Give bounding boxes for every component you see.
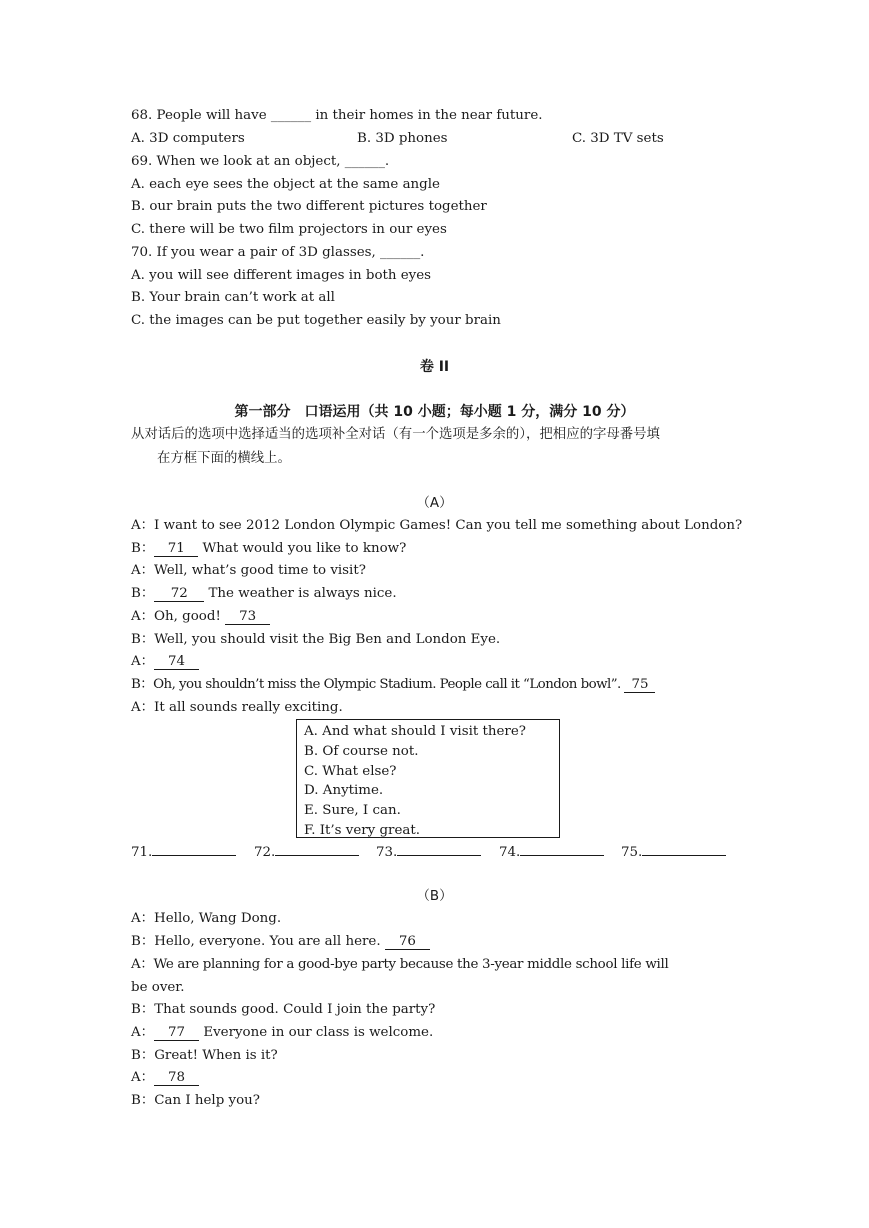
dialog-a-line3: A：Well, what’s good time to visit? [131,563,366,578]
option-c: C. What else? [304,763,397,779]
section-a-label: （A） [416,496,453,511]
answer-number: 72. [254,845,276,860]
dialog-b-line4: B：That sounds good. Could I join the party? [131,1002,436,1017]
dialog-a-line2 [131,540,406,558]
line-text: Everyone in our class is welcome. [199,1025,434,1040]
answer-75 [621,842,726,862]
dialog-b-line6: B：Great! When is it? [131,1048,278,1063]
speaker: B： [131,586,155,601]
q68-stem: 68. People will have ______ in their homes in the near future. [131,108,543,123]
dialog-b-line3: A：We are planning for a good-bye party because the 3-year middle school life will [131,957,669,972]
q70-option-c: C. the images can be put together easily by your brain [131,313,501,328]
q70-option-a: A. you will see different images in both eyes [131,268,432,283]
dialog-a-line6: B：Well, you should visit the Big Ben and London Eye. [131,632,501,647]
line-text: B：Hello, everyone. You are all here. [131,934,385,949]
dialog-b-line5 [131,1024,433,1042]
option-e: E. Sure, I can. [304,803,401,819]
option-f: F. It’s very great. [304,822,421,838]
option-b: B. Of course not. [304,743,419,759]
option-a: A. And what should I visit there? [304,724,526,739]
q68-option-c: C. 3D TV sets [572,131,664,146]
blank-71[interactable]: 71 [154,541,198,557]
part1-instruction-line1: 从对话后的选项中选择适当的选项补全对话（有一个选项是多余的），把相应的字母番号填 [131,427,660,442]
options-box [296,719,560,838]
dialog-b-line8: B：Can I help you? [131,1093,260,1108]
blank-72[interactable]: 72 [154,586,204,602]
line-text: B：Oh, you shouldn’t miss the Olympic Stadium. People call it “London bowl”. [131,677,625,692]
q70-stem: 70. If you wear a pair of 3D glasses, ______. [131,245,425,260]
volume-title: 卷 II [419,359,450,375]
answer-line[interactable] [275,842,359,856]
answer-73 [376,842,481,862]
part1-title: 第一部分 口语运用（共 10 小题；每小题 1 分，满分 10 分） [234,404,635,420]
blank-78[interactable]: 78 [154,1070,199,1086]
option-d: D. Anytime. [304,783,384,799]
q70-option-b: B. Your brain can’t work at all [131,290,335,305]
dialog-a-line9: A：It all sounds really exciting. [131,700,343,715]
answer-71 [131,842,236,862]
dialog-a-line1: A：I want to see 2012 London Olympic Games! Can you tell me something about London? [131,518,743,533]
dialog-a-line8 [131,676,655,694]
speaker: B： [131,541,155,556]
blank-76[interactable]: 76 [385,934,430,950]
line-text: What would you like to know? [198,541,407,556]
answer-number: 71. [131,845,153,860]
dialog-b-line2 [131,933,430,951]
answer-number: 74. [499,845,521,860]
q69-stem: 69. When we look at an object, ______. [131,154,390,169]
answer-number: 73. [376,845,398,860]
speaker: A： [131,1070,155,1085]
answer-line[interactable] [520,842,604,856]
q69-option-c: C. there will be two film projectors in our eyes [131,222,447,237]
speaker: A： [131,654,155,669]
line-text: The weather is always nice. [204,586,397,601]
blank-75[interactable]: 75 [624,677,655,693]
blank-77[interactable]: 77 [154,1025,199,1041]
part1-instruction-line2: 在方框下面的横线上。 [157,451,291,466]
answer-72 [254,842,359,862]
dialog-b-line7 [131,1069,199,1087]
dialog-a-line4 [131,585,397,603]
dialog-b-line1: A：Hello, Wang Dong. [131,911,282,926]
answer-line[interactable] [152,842,236,856]
q69-option-b: B. our brain puts the two different pictures together [131,199,487,214]
answer-line[interactable] [397,842,481,856]
speaker: A： [131,1025,155,1040]
answer-74 [499,842,604,862]
blank-73[interactable]: 73 [225,609,270,625]
dialog-a-line5 [131,608,270,626]
section-b-label: （B） [416,889,453,904]
answer-number: 75. [621,845,643,860]
q68-option-b: B. 3D phones [357,131,448,146]
dialog-b-line3-cont: be over. [131,980,185,995]
dialog-a-line7 [131,653,199,671]
q68-option-a: A. 3D computers [131,131,245,146]
q69-option-a: A. each eye sees the object at the same angle [131,177,440,192]
line-text: A：Oh, good! [131,609,226,624]
answer-line[interactable] [642,842,726,856]
blank-74[interactable]: 74 [154,654,199,670]
